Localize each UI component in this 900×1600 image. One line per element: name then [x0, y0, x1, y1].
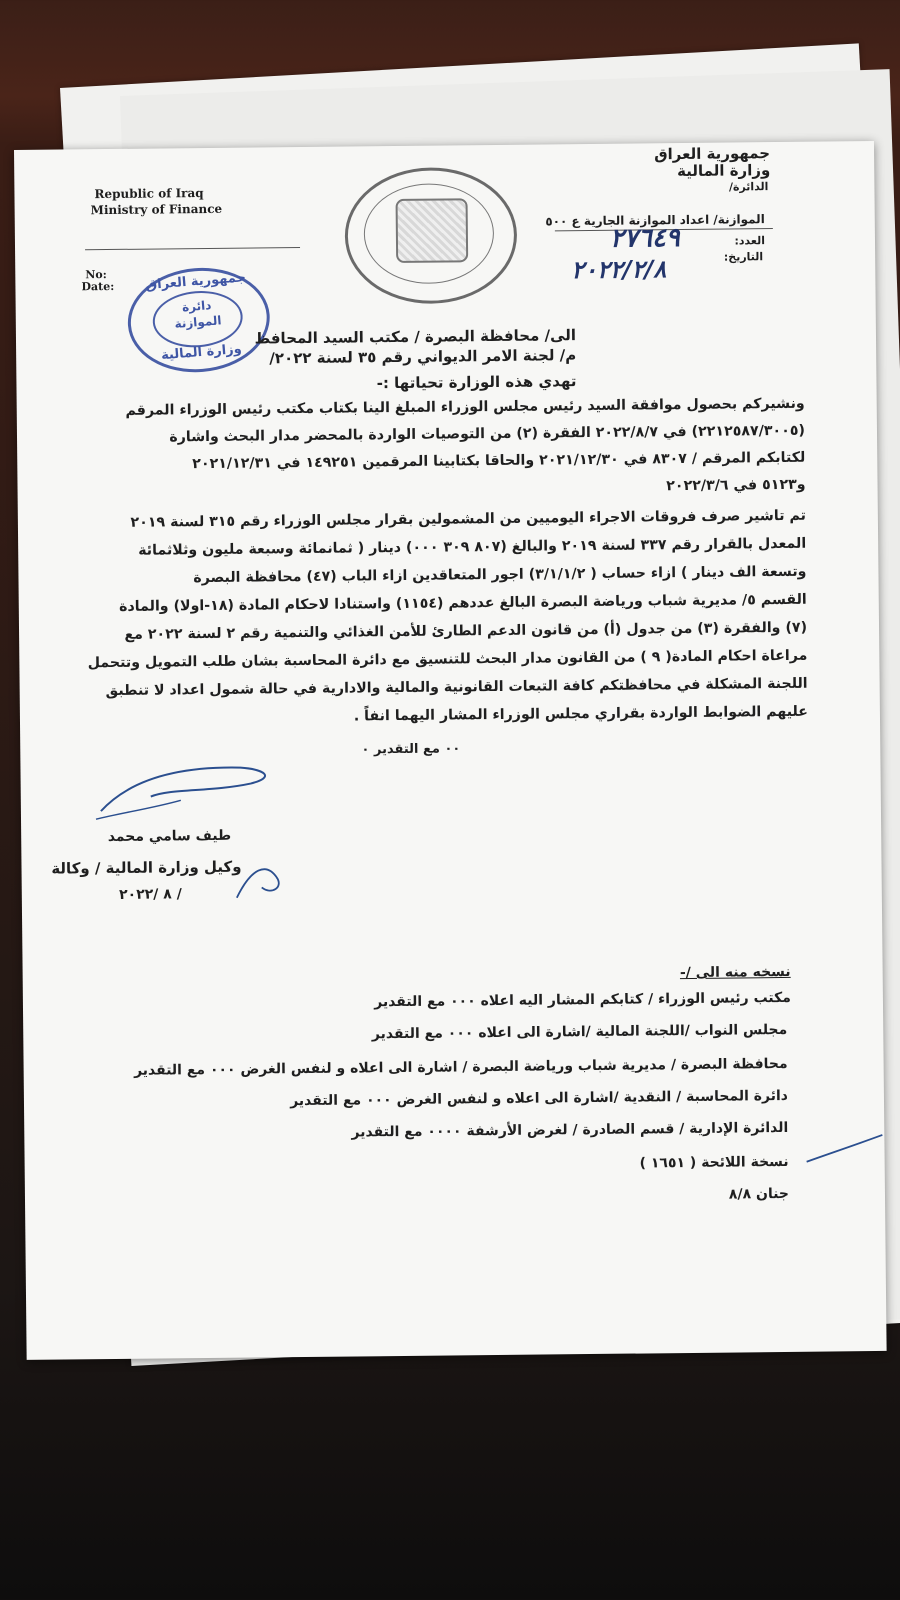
budget-department-stamp	[124, 263, 274, 378]
body-line: ونشيركم بحصول موافقة السيد رئيس مجلس الوزراء المبلغ الينا بكتاب مكتب رئيس الوزراء المرقم	[125, 395, 805, 419]
body-line: و٥١٢٣ في ٢٠٢٢/٣/٦	[666, 476, 806, 495]
stamp-top-text: جمهورية العراق	[145, 270, 247, 294]
body-line: مراعاة احكام المادة( ٩ ) من القانون مدار البحث للتنسيق مع دائرة المحاسبة بشان طلب التمويل وتتحمل	[87, 647, 808, 672]
letterhead-en-republic: Republic of Iraq	[94, 186, 204, 202]
body-line: اللجنة المشكلة في محافظتكم كافة التبعات القانونية والمالية والادارية في حالة شمول اعداد لا تنطبق	[105, 675, 808, 700]
letter-page	[14, 141, 887, 1360]
date-ar-value: ٢٠٢٢/٢/٨	[571, 255, 667, 285]
signatory-title: وكيل وزارة المالية / وكالة	[51, 857, 242, 878]
body-line: (٧) والفقرة (٣) من جدول (أ) من قانون الدعم الطارئ للأمن الغذائي والتنمية رقم ٢ لسنة ٢٠٢٢ مع	[124, 619, 808, 643]
number-value: ٢٧٦٤٩	[609, 223, 680, 254]
closing: ٠٠ مع التقدير ٠	[361, 741, 461, 758]
signatory-date: / ٨ /٢٠٢٢	[118, 886, 182, 903]
ministry-seal	[344, 167, 517, 305]
no-label: No:	[85, 268, 107, 282]
margin-pen-mark	[804, 1131, 884, 1172]
greeting: تهدي هذه الوزارة تحياتها :-	[376, 372, 577, 393]
copy-recipient: مجلس النواب /اللجنة المالية /اشارة الى اعلاه ٠٠٠ مع التقدير	[371, 1021, 788, 1043]
recipient-line: الى/ محافظة البصرة / مكتب السيد المحافظ	[254, 326, 577, 348]
stamp-inner-ring	[151, 288, 245, 351]
subject-line: م/ لجنة الامر الديواني رقم ٣٥ لسنة ٢٠٢٢/	[269, 346, 577, 368]
body-line: تم تاشير صرف فروقات الاجراء اليوميين من المشمولين بقرار مجلس الوزراء رقم ٣١٥ لسنة ٢٠١٩	[130, 507, 806, 531]
body-line: لكتابكم المرقم / ٨٣٠٧ في ٢٠٢١/١٢/٣٠ والحاقا بكتابينا المرقمين ١٤٩٢٥١ في ٢٠٢١/١٢/٣١	[192, 449, 806, 473]
copies-heading: نسخه منه الى /-	[679, 963, 791, 982]
typist-initials: جنان ٨/٨	[728, 1185, 790, 1203]
letterhead-en-rule	[85, 247, 300, 250]
letterhead-ar-republic: جمهورية العراق	[654, 144, 771, 164]
stamp-bottom-text: وزارة المالية	[160, 341, 243, 364]
body-line: عليهم الضوابط الواردة بقراري مجلس الوزراء المشار اليهما انفاً .	[353, 703, 809, 725]
date-ar-label: التاريخ:	[723, 250, 764, 264]
letterhead-ar-ministry: وزارة المالية	[677, 161, 771, 181]
seal-emblem-icon	[396, 198, 469, 263]
copy-recipient: الدائرة الإدارية / قسم الصادرة / لغرض الأرشفة ٠٠٠٠ مع التقدير	[351, 1119, 789, 1141]
body-line: (٢٢١٢٥٨٧/٣٠٠٥) في ٢٠٢٢/٨/٧ الفقرة (٢) من التوصيات الواردة بالمحضر مدار البحث واشارة	[169, 422, 806, 446]
letterhead-ar-directorate-value: الموازنة/ اعداد الموازنة الجارية ع ٥٠٠	[545, 212, 765, 229]
body-line: المعدل بالقرار رقم ٣٣٧ لسنة ٢٠١٩ والبالغ (٨٠٧ ٣٠٩ ٠٠٠) دينار ( ثمانمائة وسبعة مليون وثلاثمائة	[138, 535, 807, 559]
stamp-inner-line1: دائرة	[181, 298, 212, 315]
number-label: العدد:	[734, 234, 766, 248]
copy-recipient: محافظة البصرة / مديرية شباب ورياضة البصرة / اشارة الى اعلاه و لنفس الغرض ٠٠٠ مع التقدير	[133, 1055, 788, 1079]
signature-scribble	[90, 747, 291, 829]
letterhead-en-ministry: Ministry of Finance	[90, 201, 223, 218]
signatory-name: طيف سامي محمد	[107, 827, 232, 846]
copy-recipient: دائرة المحاسبة / النقدية /اشارة الى اعلاه و لنفس الغرض ٠٠٠ مع التقدير	[290, 1087, 789, 1110]
body-line: وتسعة الف دينار ) ازاء حساب ( ٣/١/١/٢) اجور المتعاقدين ازاء الباب (٤٧) محافظة البصرة	[193, 563, 807, 587]
stamp-inner-line2: الموازنة	[173, 313, 222, 332]
copy-recipient: مكتب رئيس الوزراء / كتابكم المشار اليه اعلاه ٠٠٠ مع التقدير	[374, 989, 792, 1011]
body-line: القسم ٥/ مديرية شباب ورياضة البصرة البالغ عددهم (١١٥٤) واستنادا لاحكام المادة (١٨-اولا) والمادة	[119, 591, 807, 615]
letterhead-ar-directorate-label: الدائرة/	[728, 180, 769, 194]
date-label: Date:	[81, 279, 115, 294]
initials-scribble	[231, 857, 312, 908]
copy-recipient: نسخة اللائحة ( ١٦٥١ )	[639, 1153, 789, 1172]
